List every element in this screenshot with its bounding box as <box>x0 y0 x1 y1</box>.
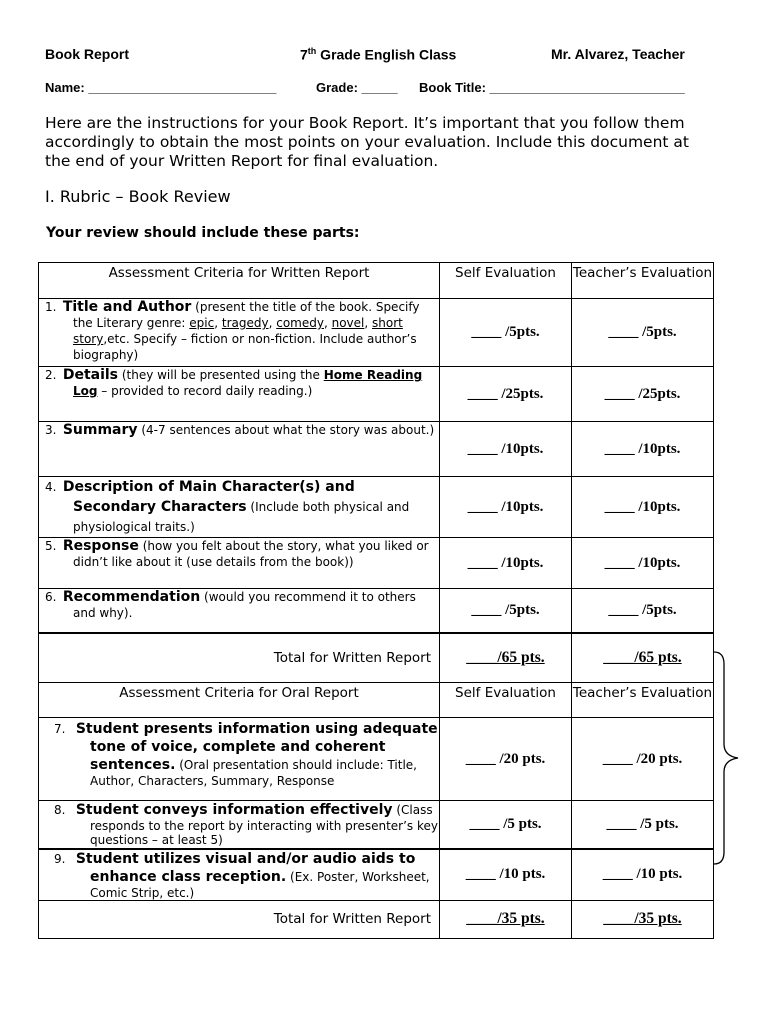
home-reading-log-link: Home Reading Log <box>73 368 423 398</box>
oral-total-row <box>39 900 714 938</box>
genre-comedy: comedy <box>276 316 324 330</box>
doc-header-class <box>300 46 456 63</box>
genre-epic: epic <box>189 316 215 330</box>
table-row <box>39 538 714 589</box>
oral-total-self: ____/35 pts. <box>440 900 572 938</box>
item-desc: (they will be presented using the <box>118 368 324 382</box>
written-criteria-header: Assessment Criteria for Written Report <box>39 263 440 299</box>
oral-criteria-header: Assessment Criteria for Oral Report <box>39 683 440 718</box>
item-title: Description of Main Character(s) and Secondary Characters <box>62 479 355 515</box>
item-desc: (Class responds to the report by interacting with presenter’s key questions – at least 5) <box>90 803 438 847</box>
teacher-score-cell: ____ /5pts. <box>572 299 714 367</box>
criteria-cell: 2. Details (they will be presented using the Home Reading Log – provided to record daily reading.) <box>39 367 440 422</box>
criteria-cell: 7. Student presents information using adequate tone of voice, complete and coherent sentences. (Oral presentation should include: Title, Author, Characters, Summary, Response <box>39 718 440 801</box>
criteria-cell: 9. Student utilizes visual and/or audio aids to enhance class reception. (Ex. Poster, Worksheet, Comic Strip, etc.) <box>39 849 440 901</box>
rubric-table <box>38 262 714 939</box>
doc-header-teacher: Mr. Alvarez, Teacher <box>551 46 685 62</box>
written-total-self: ____/65 pts. <box>440 633 572 683</box>
table-row <box>39 589 714 633</box>
oral-self-header: Self Evaluation <box>440 683 572 718</box>
section-subtitle: Your review should include these parts: <box>46 225 360 241</box>
total-word: Total <box>273 649 306 666</box>
item-desc: (Ex. Poster, Worksheet, Comic Strip, etc.) <box>90 869 430 900</box>
item-desc: (Oral presentation should include: Title, Author, Characters, Summary, Response <box>90 758 417 788</box>
doc-header-left: Book Report <box>45 46 129 62</box>
item-desc-2: – provided to record daily reading.) <box>97 384 313 398</box>
teacher-score-cell: ____ /10 pts. <box>572 849 714 901</box>
item-title: Title and Author <box>62 299 192 315</box>
genre-short-story: short story <box>73 316 403 346</box>
table-row <box>39 718 714 801</box>
genre-tragedy: tragedy <box>221 316 269 330</box>
self-score-cell: ____ /10pts. <box>440 422 572 477</box>
oral-total-teacher: ____/35 pts. <box>572 900 714 938</box>
written-self-header: Self Evaluation <box>440 263 572 299</box>
genre-novel: novel <box>331 316 365 330</box>
teacher-score-cell: ____ /20 pts. <box>572 718 714 801</box>
sep: , <box>323 316 332 330</box>
criteria-cell: 5. Response (how you felt about the story, what you liked or didn’t like about it (use details from the book)) <box>39 538 440 589</box>
item-desc: (would you recommend it to others and why). <box>73 590 416 620</box>
teacher-score-cell: ____ /25pts. <box>572 367 714 422</box>
teacher-score-cell: ____ /10pts. <box>572 538 714 589</box>
criteria-cell: 4. Description of Main Character(s) and Secondary Characters (Include both physical and physiological traits.) <box>39 477 440 538</box>
section-title: I. Rubric – Book Review <box>45 187 231 206</box>
written-teacher-header: Teacher’s Evaluation <box>572 263 714 299</box>
sep: , <box>268 316 277 330</box>
teacher-score-cell: ____ /10pts. <box>572 477 714 538</box>
table-row <box>39 801 714 849</box>
teacher-score-cell: ____ /5pts. <box>572 589 714 633</box>
grade-field-label: Grade: _____ <box>316 80 398 95</box>
teacher-score-cell: ____ /5 pts. <box>572 801 714 849</box>
self-score-cell: ____ /5pts. <box>440 299 572 367</box>
teacher-score-cell: ____ /10pts. <box>572 422 714 477</box>
total-rest: for Written Report <box>305 649 431 666</box>
self-score-cell: ____ /10pts. <box>440 538 572 589</box>
written-total-row <box>39 633 714 683</box>
total-word: Total <box>273 911 306 927</box>
item-desc-2: ,etc. Specify – fiction or non-fiction. Include author’s biography) <box>73 332 417 362</box>
sep: , <box>364 316 372 330</box>
name-field-label: Name: __________________________ <box>45 80 277 95</box>
self-score-cell: ____ /10pts. <box>440 477 572 538</box>
item-desc: (how you felt about the story, what you liked or didn’t like about it (use details from the book)) <box>73 539 429 569</box>
curly-brace-icon <box>712 650 752 866</box>
item-title: Recommendation <box>62 589 201 605</box>
table-row <box>39 367 714 422</box>
criteria-cell: 8. Student conveys information effectively (Class responds to the report by interacting with presenter’s key questions – at least 5) <box>39 801 440 849</box>
instructions-paragraph: Here are the instructions for your Book Report. It’s important that you follow them accordingly to obtain the most points on your evaluation. Include this document at the end of your Written Report for final evaluation. <box>45 114 689 170</box>
sep: , <box>214 316 222 330</box>
table-row <box>39 299 714 367</box>
written-total-teacher: ____/65 pts. <box>572 633 714 683</box>
grade-suffix: th <box>307 46 317 56</box>
table-row <box>39 422 714 477</box>
table-row <box>39 477 714 538</box>
oral-teacher-header: Teacher’s Evaluation <box>572 683 714 718</box>
item-title: Student presents information using adequate tone of voice, complete and coherent sentences. <box>75 721 438 773</box>
self-score-cell: ____ /10 pts. <box>440 849 572 901</box>
item-desc: (Include both physical and physiological traits.) <box>73 500 410 534</box>
item-title: Student conveys information effectively <box>75 802 393 818</box>
item-title: Response <box>62 538 139 554</box>
written-header-row <box>39 263 714 299</box>
grade-number: 7 <box>300 46 308 63</box>
self-score-cell: ____ /5 pts. <box>440 801 572 849</box>
item-title: Summary <box>62 422 138 438</box>
criteria-cell: 1. Title and Author (present the title of the book. Specify the Literary genre: epic, tragedy, comedy, novel, short story,etc. Specify – fiction or non-fiction. Include author’s biography) <box>39 299 440 367</box>
item-desc: (present the title of the book. Specify the Literary genre: <box>73 300 420 330</box>
criteria-cell: 6. Recommendation (would you recommend it to others and why). <box>39 589 440 633</box>
self-score-cell: ____ /25pts. <box>440 367 572 422</box>
item-title: Details <box>62 367 119 383</box>
self-score-cell: ____ /20 pts. <box>440 718 572 801</box>
criteria-cell: 3. Summary (4-7 sentences about what the story was about.) <box>39 422 440 477</box>
table-row <box>39 849 714 901</box>
oral-total-label <box>39 900 440 938</box>
item-title: Student utilizes visual and/or audio aids to enhance class reception. <box>75 850 416 885</box>
self-score-cell: ____ /5pts. <box>440 589 572 633</box>
written-total-label <box>39 633 440 683</box>
item-desc: (4-7 sentences about what the story was about.) <box>137 423 435 437</box>
total-rest: for Written Report <box>305 911 431 927</box>
book-title-field-label: Book Title: ___________________________ <box>419 80 685 95</box>
oral-header-row <box>39 683 714 718</box>
grade-rest: Grade English Class <box>316 46 457 63</box>
